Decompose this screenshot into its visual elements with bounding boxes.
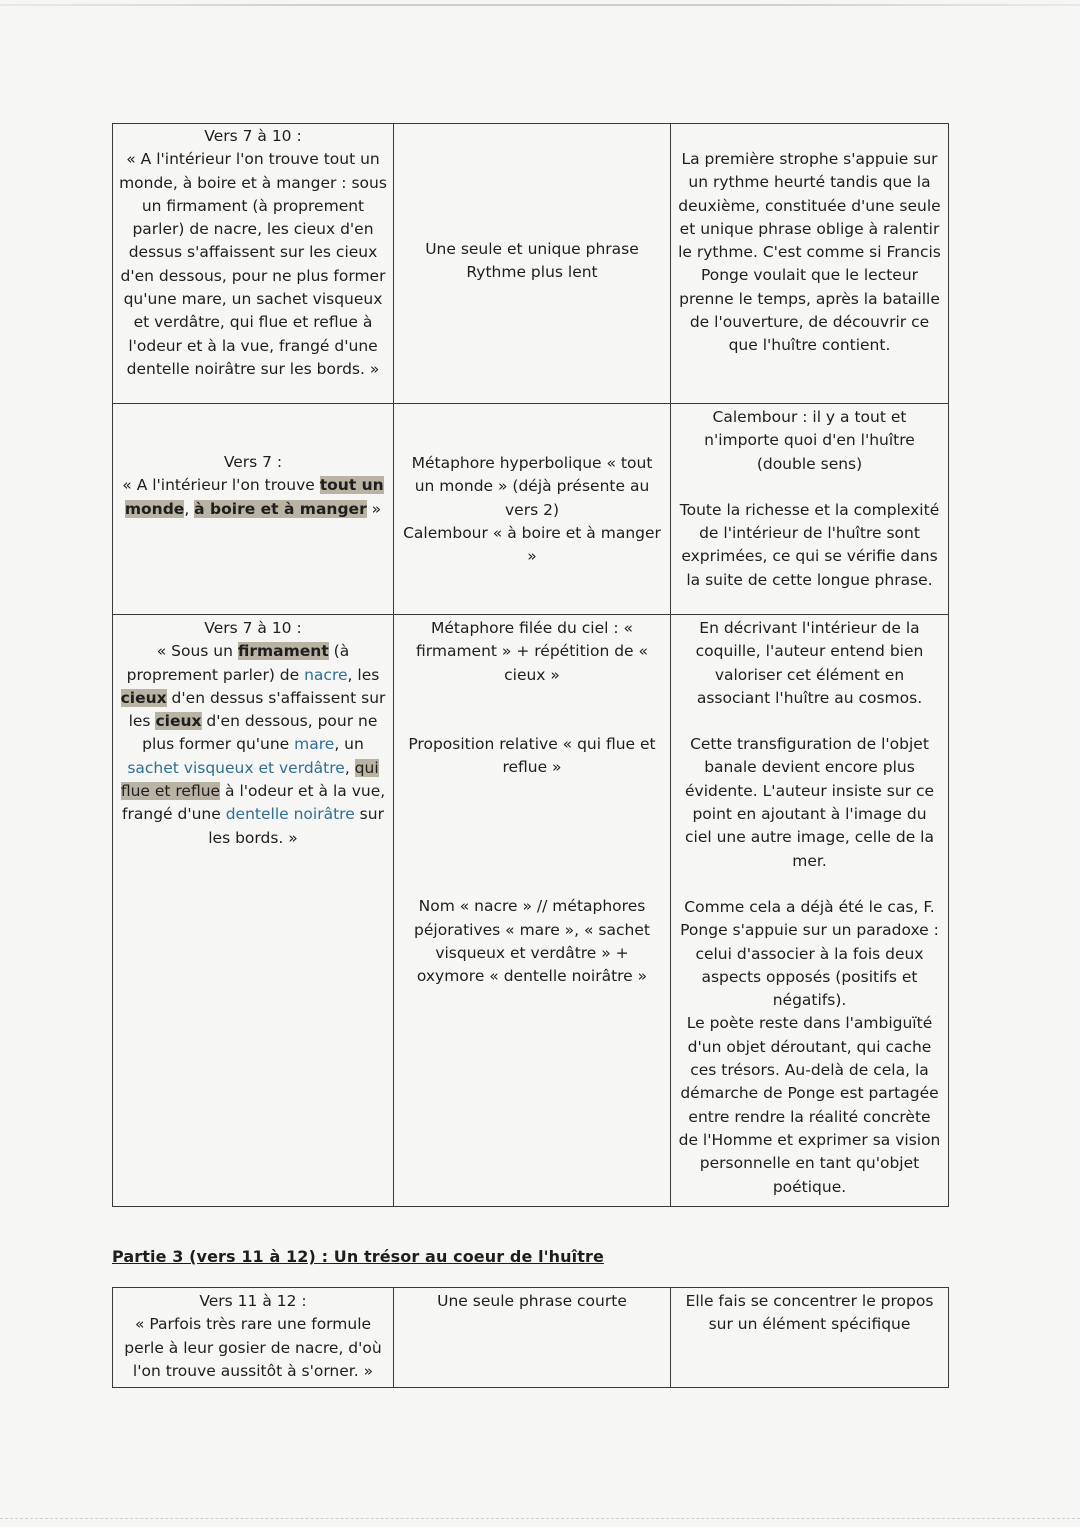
device-text: Nom « nacre » // métaphores péjoratives « mare », « sachet visqueux et verdâtre » + oxymore « dentelle noirâtre » bbox=[414, 897, 650, 986]
interpretation-cell bbox=[671, 615, 949, 1207]
verse-ref: Vers 7 : bbox=[223, 453, 283, 471]
highlighted-word: cieux bbox=[155, 712, 202, 731]
interpretation-cell bbox=[671, 404, 949, 615]
interpretation-cell bbox=[671, 124, 949, 404]
verse-ref: Vers 11 à 12 : bbox=[199, 1292, 307, 1310]
device-cell bbox=[394, 124, 671, 404]
quote-part: « Sous un bbox=[156, 642, 238, 661]
device-text: Rythme plus lent bbox=[466, 263, 598, 282]
table-row bbox=[113, 124, 949, 404]
quote-part: , bbox=[344, 758, 355, 777]
quote-text: « Parfois très rare une formule perle à leur gosier de nacre, d'où l'on trouve aussitôt à s'orner. » bbox=[124, 1315, 382, 1380]
verse-ref: Vers 7 à 10 : bbox=[204, 619, 302, 637]
analysis-table-part3 bbox=[112, 1287, 949, 1388]
highlighted-phrase: tout un monde bbox=[124, 476, 384, 518]
table-row bbox=[113, 404, 949, 615]
highlighted-phrase: qui flue et reflue bbox=[120, 758, 379, 801]
interpretation-text: Calembour : il y a tout et n'importe quoi d'en l'huître (double sens) bbox=[704, 408, 915, 473]
device-text: Une seule et unique phrase bbox=[425, 240, 639, 258]
quote-cell bbox=[113, 1288, 394, 1388]
highlighted-phrase: à boire et à manger bbox=[194, 499, 367, 518]
quote-text: « A l'intérieur l'on trouve tout un monde, à boire et à manger : sous un firmament (à proprement parler) de nacre, les cieux d'en dessus s'affaissent sur les cieux d'en dessous, pour ne plus former qu'une mare, un sachet visqueux et verdâtre, qui flue et reflue à l'odeur et à la vue, frangé d'une dentelle noirâtre sur les bords. » bbox=[119, 150, 387, 378]
quote-cell bbox=[113, 615, 394, 1207]
analysis-table bbox=[112, 123, 949, 1207]
device-text: Métaphore filée du ciel : « firmament » + répétition de « cieux » bbox=[416, 619, 648, 684]
quote-part: (à proprement parler) de bbox=[126, 642, 350, 684]
quote-text bbox=[119, 474, 387, 521]
quote-part: sur les bords. » bbox=[208, 805, 384, 847]
quote-part: « A l'intérieur l'on trouve bbox=[122, 476, 320, 495]
colored-word: dentelle noirâtre bbox=[225, 805, 355, 824]
colored-word: mare bbox=[294, 735, 335, 754]
quote-part: » bbox=[366, 499, 382, 518]
section-title: Partie 3 (vers 11 à 12) : Un trésor au coeur de l'huître bbox=[112, 1247, 604, 1266]
device-cell bbox=[394, 615, 671, 1207]
interpretation-text: Le poète reste dans l'ambiguïté d'un objet déroutant, qui cache ces trésors. Au-delà de cela, la démarche de Ponge est partagée entre rendre la réalité concrète de l'Homme et exprimer sa vision personnelle en tant qu'objet poétique. bbox=[678, 1014, 941, 1196]
highlighted-word: firmament bbox=[237, 642, 329, 661]
quote-part: , les bbox=[347, 665, 380, 684]
quote-part: , un bbox=[334, 735, 364, 754]
device-text: Métaphore hyperbolique « tout un monde » (déjà présente au vers 2) bbox=[411, 454, 653, 519]
quote-part: d'en dessus s'affaissent sur les bbox=[128, 688, 386, 731]
device-cell bbox=[394, 1288, 671, 1388]
device-text: Calembour « à boire et à manger » bbox=[403, 523, 661, 566]
quote-part: , bbox=[184, 499, 195, 518]
interpretation-cell bbox=[671, 1288, 949, 1388]
interpretation-text: Cette transfiguration de l'objet banale devient encore plus évidente. L'auteur insiste sur ce point en ajoutant à l'image du ciel une autre image, celle de la mer. bbox=[684, 735, 935, 870]
table-row bbox=[113, 615, 949, 1207]
quote-cell bbox=[113, 124, 394, 404]
quote-part: d'en dessous, pour ne plus former qu'une bbox=[142, 712, 378, 754]
page-bottom-edge bbox=[0, 1518, 1080, 1520]
device-text: Proposition relative « qui flue et reflue » bbox=[408, 734, 656, 777]
verse-ref: Vers 7 à 10 : bbox=[204, 127, 302, 145]
interpretation-text: Elle fais se concentrer le propos sur un élément spécifique bbox=[685, 1292, 934, 1334]
interpretation-text: Comme cela a déjà été le cas, F. Ponge s'appuie sur un paradoxe : celui d'associer à la fois deux aspects opposés (positifs et négatifs). bbox=[680, 897, 939, 1010]
device-cell bbox=[394, 404, 671, 615]
highlighted-word: cieux bbox=[120, 688, 167, 707]
quote-cell bbox=[113, 404, 394, 615]
quote-text bbox=[119, 640, 387, 850]
interpretation-text: En décrivant l'intérieur de la coquille, l'auteur entend bien valoriser cet élément en associant l'huître au cosmos. bbox=[695, 619, 924, 707]
colored-word: nacre bbox=[304, 665, 348, 684]
page-top-edge bbox=[0, 4, 1080, 6]
quote-part: à l'odeur et à la vue, frangé d'une bbox=[122, 782, 386, 824]
interpretation-text: Toute la richesse et la complexité de l'intérieur de l'huître sont exprimées, ce qui se vérifie dans la suite de cette longue phrase. bbox=[679, 500, 940, 589]
table-row bbox=[113, 1288, 949, 1388]
device-text: Une seule phrase courte bbox=[437, 1292, 627, 1310]
colored-word: sachet visqueux et verdâtre bbox=[127, 758, 345, 777]
interpretation-text: La première strophe s'appuie sur un rythme heurté tandis que la deuxième, constituée d'une seule et unique phrase oblige à ralentir le rythme. C'est comme si Francis Ponge voulait que le lecteur prenne le temps, après la bataille de l'ouverture, de découvrir ce que l'huître contient. bbox=[678, 150, 941, 355]
